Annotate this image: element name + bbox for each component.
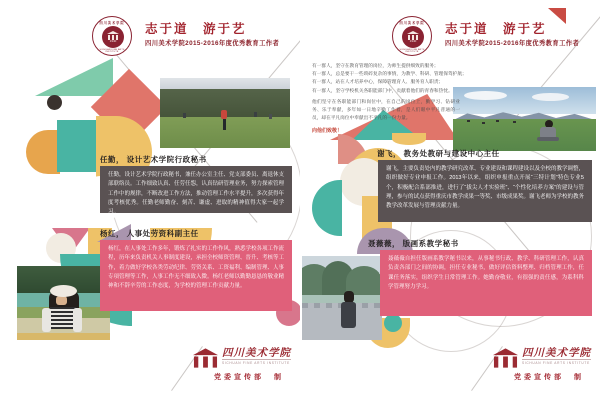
seal-ring [92,16,132,56]
photo-grassland-xiefei [453,87,596,151]
intro-paragraph: 他们坚守在各职能部门和岗位中，在自己的岗位上，勤学习、钻研业务、乐于奉献，多年如一日地辛勤工作着，是人们眼中平凡普通的一员，却在平凡岗位中奉献出不平凡的一份力量。 [312,98,460,121]
photo-herd-dot [513,121,516,123]
photo-lake-yanghong [17,266,110,340]
section-body-nieweiwei: 聂薇薇自担任版画系教学秘书以来，从事秘书行政、教学、科研管理工作，认真负责各部门之间的协调，担任专业秘书，做好评估资料整理、归档管理工作，任课任务落实，组织学生日常管理工作。她勤奋敬业，有很强的责任感，为系科科学管理努力学习。 [380,250,592,316]
credit-line: 党委宣传部 制 [214,374,284,381]
photo-grass [453,119,596,151]
footer-text [522,348,591,365]
section-body-renqin: 任勤，设计艺术学院行政秘书，兼任办公室主任、党支部委员、离退休支部联络员。工作细致认真、任劳任怨，认真钻研管理业务，努力探索管理工作中的规律，不断改进工作方法，推动管理工作水平提升，多次获得年度考核优秀。任勤老师勤奋、刻苦、谦虚、进取的精神值得大家一起学习。 [100,166,292,213]
photo-wall-nieweiwei [302,256,382,340]
footer-logo-block [193,348,300,382]
poster-subtitle: 四川美术学院2015-2016年度优秀教育工作者 [445,40,580,47]
photo-bystander [183,113,186,118]
footer-row [493,348,600,368]
intro-salute: 向他们致敬！ [312,127,343,134]
deco-triangle-mint [35,58,113,96]
deco-dot-dark [47,95,62,110]
intro-line: 有一群人，坚守在教育管理的岗位，为师生提供细致的服务； [312,63,439,68]
photo-person-legs [223,119,226,130]
seal-year: 1940 [109,39,117,43]
poster-title: 志于道 游于艺 [445,21,547,36]
poster-subtitle: 四川美术学院2015-2016年度优秀教育工作者 [145,40,280,47]
deco-halfcircle-orange [26,130,60,174]
seal-cn-text: 四川美术学院 [99,20,125,25]
footer-text [222,348,291,365]
seal-gate-icon [402,26,424,48]
photo-herd-dot [496,120,499,122]
intro-block [312,62,467,134]
photo-herd-dot [482,122,485,124]
section-heading-renqin: 任勤， 设计艺术学院行政秘书 [100,155,207,164]
poster-title: 志于道 游于艺 [145,21,247,36]
section-body-xiefei: 谢飞，主要负责处内的教学研究改革、专业建设和课程建设以及全校的教学调整，组织做好专业申报工作。2013年以来，组织申报重点开展“三特计划”特色专业5个，积极配合系部推进，进行了“拔尖人才实验班”、“个性化培养方案”的建设与管理，参与的试点获得重庆市教学成果一等奖、市级成果奖。谢飞老师为学校的教务教学改革发展与管理贡献力量。 [378,160,592,222]
photo-person-legs [537,137,559,141]
footer-logo-block [493,348,600,382]
school-gate-icon [493,348,518,368]
school-name-en: SICHUAN FINE ARTS INSTITUTE [222,361,290,365]
seal-en-text: SICHUAN FINE ARTS INSTITUTE [99,48,125,53]
photo-herd-dot [467,120,470,122]
seal-ring [392,16,432,56]
photo-person-body [341,302,356,328]
photo-cardigan-left [42,308,51,332]
section-body-yanghong: 杨红，在人事处工作多年，锻炼了扎实的工作作风，熟悉学校各项工作流程，历年来负责机关人事制度建设，承担全校师资管理、晋升、考核等工作，着力做好学校各类劳动纪律、劳资关系、工资福利、编制管理、人事专项管理等工作，人事工作无不细致入微。杨红老师以勤勤恳恳的敬业精神和不辞辛劳的工作态度，为学校的管理工作贡献力量。 [100,240,292,311]
intro-line: 有一群人，坚守学校机关各职能部门中，贡献着他们的青春和热忱。 [312,87,453,93]
seal-en-text: SICHUAN FINE ARTS INSTITUTE [399,48,425,53]
photo-cardigan-right [73,308,82,332]
intro-line: 有一群人，总是要干一些琐碎复杂的事情，为教学、科研、管理保驾护航； [312,71,467,77]
photo-cloud [532,93,569,101]
school-seal-icon [392,16,432,56]
school-gate-icon [193,348,218,368]
seal-year: 1940 [409,39,417,43]
photo-cloud [464,91,507,100]
school-seal-icon [92,16,132,56]
deco-sliver-yellow [392,133,426,145]
photo-rail [17,333,110,340]
deco-halfcircle-teal [312,180,342,236]
section-heading-yanghong: 杨红， 人事处劳资科副主任 [100,229,199,238]
school-name: 四川美术学院 [222,347,291,359]
photo-bystander [254,112,257,117]
poster-right [300,0,600,400]
deco-dot-teal [384,314,402,332]
photo-bystander [269,114,272,119]
school-name-en: SICHUAN FINE ARTS INSTITUTE [522,361,590,365]
deco-corner-triangle-red [548,8,566,24]
section-heading-xiefei: 谢飞， 教务处教研与建设中心主任 [377,149,500,158]
footer-row [193,348,300,368]
seal-cn-text: 四川美术学院 [399,20,425,25]
seal-gate-icon [102,26,124,48]
school-name: 四川美术学院 [522,347,591,359]
intro-line: 有一群人，站在人才培养中心，保障管理育人、服务育人职责； [312,79,444,85]
photo-park-renqin [160,78,290,148]
photo-sky [160,78,290,89]
section-heading-nieweiwei: 聂薇薇， 版画系教学秘书 [368,239,459,248]
credit-line: 党委宣传部 制 [514,374,584,381]
